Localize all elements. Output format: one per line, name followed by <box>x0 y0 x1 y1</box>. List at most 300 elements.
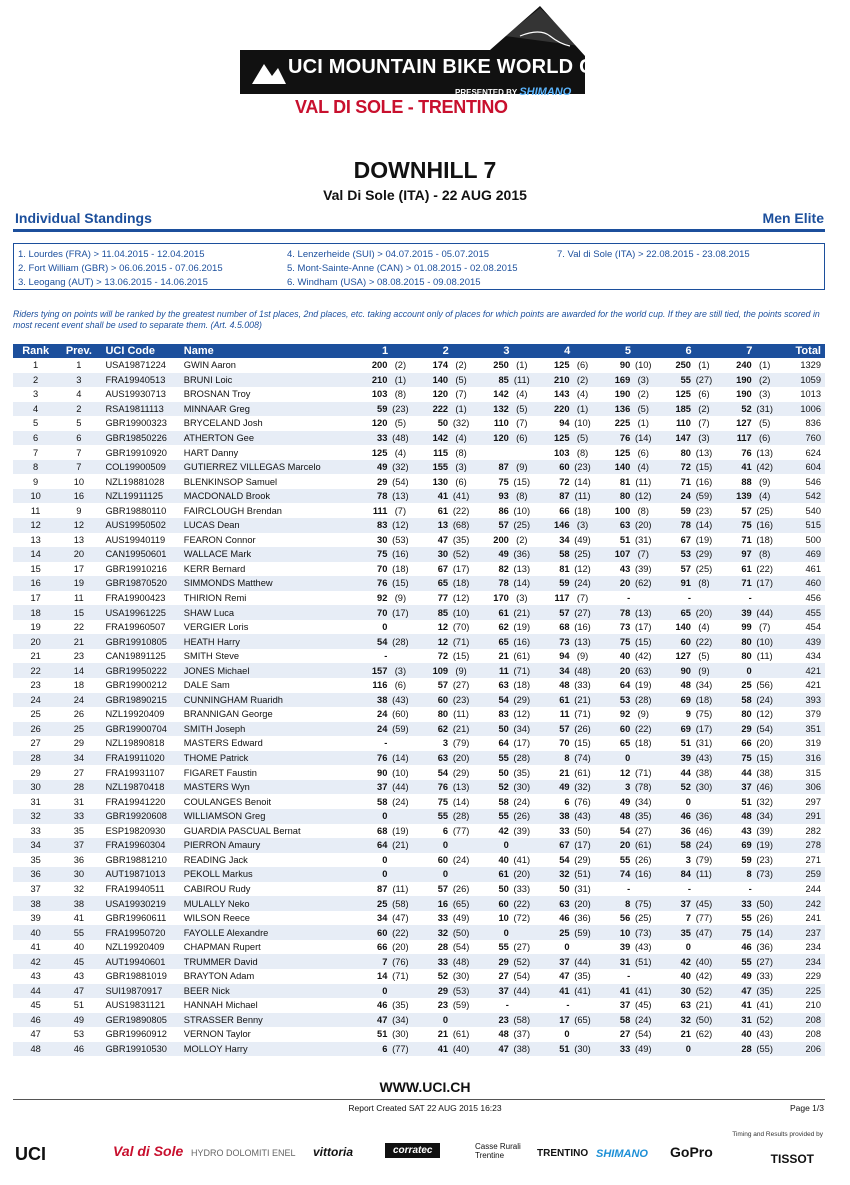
race-points: 44 <box>741 767 752 778</box>
race-3-cell <box>476 678 537 693</box>
race-position: (3) <box>698 433 710 443</box>
rider-name-cell: BLENKINSOP Samuel <box>183 476 278 487</box>
race-5-cell <box>598 707 659 722</box>
race-points: 110 <box>675 418 691 429</box>
race-points: 125 <box>614 447 631 458</box>
round-item: 1. Lourdes (FRA) > 11.04.2015 - 12.04.2015 <box>18 249 205 260</box>
race-3-cell <box>476 474 537 489</box>
rank-cell: 24 <box>13 693 58 708</box>
race-5-cell <box>598 722 659 737</box>
race-points: 49 <box>619 796 631 807</box>
race-position: (50) <box>695 1014 713 1025</box>
total-points-cell: 542 <box>780 489 825 504</box>
race-points: - <box>627 971 631 982</box>
race-points: 73 <box>559 636 570 647</box>
race-points: 190 <box>736 389 752 400</box>
prev-rank-cell: 11 <box>74 593 84 604</box>
race-position: (2) <box>576 374 589 385</box>
race-3-cell <box>476 736 537 751</box>
tissot-logo: TISSOT <box>770 1152 814 1166</box>
race-points: 63 <box>437 753 449 764</box>
race-position: (47) <box>695 927 713 938</box>
race-6-cell <box>658 431 719 446</box>
race-6-cell <box>658 387 719 402</box>
race-points: 33 <box>437 913 449 924</box>
table-row <box>13 402 825 417</box>
rank-cell: 33 <box>30 825 41 836</box>
table-row <box>13 794 825 809</box>
rank-cell: 3 <box>33 389 39 400</box>
uci-code-cell: AUS19930713 <box>105 389 166 400</box>
race-position: (72) <box>513 913 531 924</box>
total-points-cell: 461 <box>805 563 821 574</box>
rider-name-cell: CHAPMAN Rupert <box>183 942 261 953</box>
race-points: 24 <box>377 709 388 720</box>
standings-body <box>13 358 825 1056</box>
race-7-cell <box>719 547 780 562</box>
race-7-cell <box>719 358 780 373</box>
race-4-cell <box>537 518 598 533</box>
total-points-cell: 515 <box>780 518 825 533</box>
total-points-cell: 306 <box>780 780 825 795</box>
rider-name-cell: KERR Bernard <box>183 563 246 574</box>
race-7-cell <box>719 445 780 460</box>
table-row <box>13 867 825 882</box>
race-points: 92 <box>619 709 631 720</box>
race-6-cell <box>658 503 719 518</box>
race-7-cell <box>719 751 780 766</box>
race-points: 6 <box>442 825 449 836</box>
race-points: 127 <box>736 418 752 429</box>
race-points: 55 <box>741 956 752 967</box>
race-points: 76 <box>377 753 388 764</box>
race-position: (39) <box>634 563 652 574</box>
race-points: 13 <box>437 520 449 531</box>
race-1-cell <box>355 998 416 1013</box>
table-row <box>13 838 825 853</box>
race-position: (51) <box>634 956 652 967</box>
prev-rank-cell: 34 <box>58 751 99 766</box>
race-position: (21) <box>695 1000 713 1011</box>
race-2-cell <box>415 896 476 911</box>
race-position: (59) <box>574 927 591 938</box>
race-4-cell <box>537 416 598 431</box>
race-points: 62 <box>437 723 449 734</box>
race-2-cell <box>415 474 476 489</box>
table-row <box>13 358 825 373</box>
race-7-cell <box>719 794 780 809</box>
round-item: 3. Leogang (AUT) > 13.06.2015 - 14.06.2015 <box>18 277 208 288</box>
race-position: (10) <box>452 607 470 618</box>
prev-rank-cell: 22 <box>73 622 85 633</box>
race-position: (49) <box>452 913 470 924</box>
rank-cell: 45 <box>30 1000 41 1011</box>
race-points: 14 <box>377 971 388 982</box>
race-points: 82 <box>498 563 509 574</box>
race-4-cell <box>537 678 598 693</box>
race-5-cell <box>598 562 659 577</box>
race-position: (7) <box>759 622 771 633</box>
rank-cell: 40 <box>13 925 58 940</box>
race-points: 80 <box>741 651 752 662</box>
race-position: (44) <box>756 607 773 618</box>
race-points: 51 <box>619 534 631 545</box>
race-4-cell <box>537 387 598 402</box>
table-row <box>13 503 825 518</box>
race-1-cell <box>355 736 416 751</box>
rank-cell: 19 <box>30 622 41 633</box>
prev-rank-cell: 45 <box>58 954 99 969</box>
race-points: 12 <box>437 636 449 647</box>
race-position: (30) <box>452 971 470 982</box>
uci-code-cell: AUS19831121 <box>105 1000 166 1011</box>
race-position: (13) <box>756 447 773 458</box>
race-points: 71 <box>680 476 691 487</box>
uci-code-cell: USA19871224 <box>105 360 166 371</box>
uci-code-cell: FRA19941220 <box>105 796 166 807</box>
race-position: (17) <box>574 840 591 851</box>
race-7-cell <box>719 533 780 548</box>
standings-heading: Individual Standings <box>15 210 152 226</box>
prev-rank-cell: 28 <box>58 780 99 795</box>
race-points: 60 <box>437 694 449 705</box>
race-4-cell <box>537 925 598 940</box>
race-position <box>448 840 474 850</box>
race-6-cell <box>658 518 719 533</box>
table-row <box>13 634 825 649</box>
race-position: (13) <box>634 607 652 618</box>
total-points-cell: 455 <box>780 605 825 620</box>
heading-divider <box>13 229 825 232</box>
race-7-cell <box>719 984 780 999</box>
race-3-cell <box>476 402 537 417</box>
uci-code-cell: GBR19910530 <box>99 1042 181 1057</box>
table-row <box>13 649 825 664</box>
race-points: 50 <box>498 883 509 894</box>
race-points: 10 <box>498 913 509 924</box>
race-points: 55 <box>680 374 691 385</box>
race-points: 81 <box>559 563 570 574</box>
total-points-cell: 316 <box>780 751 825 766</box>
race-points: 3 <box>685 854 691 865</box>
rank-cell: 28 <box>13 751 58 766</box>
total-points-cell: 460 <box>780 576 825 591</box>
race-position: (20) <box>513 869 531 880</box>
race-position: (44) <box>574 956 591 967</box>
race-3-cell <box>476 518 537 533</box>
uci-code-cell: FRA19960507 <box>105 622 166 633</box>
race-points: 75 <box>741 753 752 764</box>
race-points: 30 <box>377 534 388 545</box>
race-position: (16) <box>756 520 773 531</box>
race-3-cell <box>476 911 537 926</box>
race-4-cell <box>537 547 598 562</box>
race-6-cell <box>658 722 719 737</box>
race-6-cell <box>658 780 719 795</box>
race-position: (52) <box>695 985 713 996</box>
race-position: (20) <box>452 753 470 764</box>
race-position: (71) <box>513 665 531 676</box>
table-header-row <box>13 344 825 358</box>
race-3-cell <box>476 489 537 504</box>
prev-rank-cell: 9 <box>76 505 82 516</box>
race-position <box>509 840 535 850</box>
race-points: 37 <box>619 1000 631 1011</box>
race-5-cell <box>598 954 659 969</box>
race-position: (5) <box>759 418 771 429</box>
rider-name-cell: BROSNAN Troy <box>183 389 251 400</box>
race-position: (18) <box>756 534 773 545</box>
race-7-cell <box>719 765 780 780</box>
race-2-cell <box>415 1042 476 1057</box>
uci-code-cell: AUS19950502 <box>99 518 181 533</box>
race-3-cell <box>476 533 537 548</box>
table-row <box>13 1027 825 1042</box>
race-position: (10) <box>634 360 652 371</box>
race-position: (6) <box>516 433 528 443</box>
race-5-cell <box>598 474 659 489</box>
rank-cell: 35 <box>30 854 41 865</box>
logo-venue: VAL DI SOLE - TRENTINO <box>295 97 508 117</box>
race-points: 0 <box>442 1014 449 1025</box>
race-5-cell <box>598 794 659 809</box>
race-7-cell <box>719 882 780 897</box>
race-position: (36) <box>513 549 531 560</box>
race-7-cell <box>719 387 780 402</box>
race-4-cell <box>537 576 598 591</box>
race-3-cell <box>476 1027 537 1042</box>
uci-code-cell: GER19890805 <box>99 1013 181 1028</box>
total-points-cell: 439 <box>780 634 825 649</box>
uci-code-cell: COL19900509 <box>99 460 181 475</box>
race-position: (36) <box>695 811 713 822</box>
race-points: 147 <box>675 433 691 443</box>
race-points: 48 <box>619 811 631 822</box>
race-position: (18) <box>392 563 409 574</box>
race-position: (12) <box>574 563 591 574</box>
table-row <box>13 954 825 969</box>
prev-rank-cell: 31 <box>73 796 85 807</box>
rider-name-cell: STRASSER Benny <box>182 1013 355 1028</box>
race-points: 84 <box>680 869 691 880</box>
race-position: (35) <box>513 767 531 778</box>
prev-rank-cell: 30 <box>58 867 99 882</box>
race-points: 60 <box>377 927 388 938</box>
uci-code-cell: FRA19900423 <box>105 593 166 604</box>
race-position: (19) <box>634 680 652 691</box>
race-6-cell <box>658 925 719 940</box>
race-points: 99 <box>741 622 752 633</box>
rank-cell: 8 <box>13 460 58 475</box>
table-row <box>13 984 825 999</box>
race-points: 0 <box>564 1029 570 1040</box>
race-position: (43) <box>392 694 409 705</box>
race-4-cell <box>537 693 598 708</box>
race-points: 21 <box>498 651 509 662</box>
event-subtitle: Val Di Sole (ITA) - 22 AUG 2015 <box>323 187 527 203</box>
race-position: (42) <box>756 462 773 473</box>
race-3-cell <box>476 751 537 766</box>
race-points: 109 <box>432 665 449 676</box>
race-position: (47) <box>392 913 409 924</box>
race-2-cell <box>415 547 476 562</box>
uci-code-cell: GBR19900704 <box>99 722 181 737</box>
race-3-cell <box>476 649 537 664</box>
race-5-cell <box>598 445 659 460</box>
table-row <box>13 751 825 766</box>
race-3-cell <box>476 809 537 824</box>
prev-rank-cell: 33 <box>58 809 99 824</box>
race-points: 71 <box>741 578 752 589</box>
race-points: 41 <box>437 491 449 502</box>
race-7-cell <box>719 736 780 751</box>
total-points-cell: 421 <box>780 663 825 678</box>
race-4-cell <box>537 896 598 911</box>
race-points: 55 <box>498 942 509 953</box>
race-position: (34) <box>392 1014 409 1025</box>
race-points: 117 <box>554 593 570 604</box>
total-points-cell: 234 <box>780 954 825 969</box>
race-3-cell <box>476 503 537 518</box>
race-points: 125 <box>554 433 570 443</box>
race-points: 92 <box>377 593 388 604</box>
prev-rank-cell: 18 <box>73 680 85 691</box>
race-points: 64 <box>377 840 388 851</box>
race-7-cell <box>719 591 780 606</box>
race-position: (19) <box>756 840 773 851</box>
rider-name-cell: MULALLY Neko <box>182 896 355 911</box>
sponsor-corratec-logo: corratec <box>385 1143 440 1158</box>
total-points-cell: 421 <box>805 680 821 691</box>
race-position <box>387 622 413 632</box>
website-link[interactable]: WWW.UCI.CH <box>379 1079 471 1095</box>
race-points: 30 <box>680 985 691 996</box>
race-1-cell <box>355 940 416 955</box>
race-position: (13) <box>452 782 470 793</box>
race-position: (32) <box>452 418 470 429</box>
race-position <box>752 593 778 603</box>
race-position: (12) <box>513 709 531 720</box>
race-6-cell <box>658 736 719 751</box>
race-points: 0 <box>685 942 691 953</box>
race-position: (20) <box>695 607 713 618</box>
race-7-cell <box>719 707 780 722</box>
race-5-cell <box>598 809 659 824</box>
race-points: 27 <box>498 971 509 982</box>
race-position: (9) <box>759 476 771 487</box>
race-points: 120 <box>432 389 449 400</box>
rider-name-cell: BRANNIGAN George <box>183 709 273 720</box>
rank-cell: 36 <box>13 867 58 882</box>
uci-code-cell: FRA19950720 <box>99 925 181 940</box>
rider-name-cell: SIMMONDS Matthew <box>182 576 355 591</box>
race-6-cell <box>658 591 719 606</box>
race-points: 63 <box>680 1000 691 1011</box>
race-position: (1) <box>516 360 528 371</box>
race-points: 24 <box>680 491 691 502</box>
race-3-cell <box>476 358 537 373</box>
race-points: 8 <box>746 869 752 880</box>
race-points: 29 <box>498 956 509 967</box>
race-3-cell <box>476 707 537 722</box>
race-position: (35) <box>634 811 652 822</box>
race-points: 50 <box>437 418 449 429</box>
race-3-cell <box>476 1013 537 1028</box>
race-position: (18) <box>452 578 470 589</box>
race-position: (41) <box>452 491 470 502</box>
race-position: (73) <box>634 927 652 938</box>
race-1-cell <box>355 1027 416 1042</box>
race-points: 3 <box>625 782 631 793</box>
rider-name-cell: SMITH Steve <box>183 651 240 662</box>
race-points: 46 <box>741 942 752 953</box>
race-position: (9) <box>698 665 710 676</box>
race-points: 39 <box>680 753 691 764</box>
race-position: (77) <box>452 825 470 836</box>
total-points-cell: 282 <box>805 825 821 836</box>
race-position: (19) <box>695 534 713 545</box>
race-position: (30) <box>513 782 531 793</box>
race-5-cell <box>598 460 659 475</box>
race-position: (24) <box>756 694 773 705</box>
race-position: (48) <box>392 433 409 443</box>
race-points: 48 <box>680 680 691 691</box>
race-position: (15) <box>574 738 591 749</box>
uci-code-cell: GBR19960912 <box>105 1029 167 1040</box>
race-1-cell <box>355 620 416 635</box>
race-points: 0 <box>442 869 449 880</box>
rider-name-cell: SHAW Luca <box>182 605 355 620</box>
race-7-cell <box>719 605 780 620</box>
race-points: - <box>748 593 752 604</box>
race-position: (18) <box>695 694 713 705</box>
race-7-cell <box>719 460 780 475</box>
race-2-cell <box>415 751 476 766</box>
race-points: 29 <box>437 985 449 996</box>
race-4-cell <box>537 867 598 882</box>
race-points: 55 <box>498 811 509 822</box>
rider-name-cell: BRYCELAND Josh <box>183 418 263 429</box>
col-total: Total <box>780 344 825 358</box>
race-points: 59 <box>559 578 570 589</box>
total-points-cell: 208 <box>780 1013 825 1028</box>
race-5-cell <box>598 765 659 780</box>
race-points: 41 <box>619 985 631 996</box>
race-position: (45) <box>695 898 713 909</box>
race-position: (31) <box>695 738 713 749</box>
col-uci-code: UCI Code <box>99 344 181 358</box>
race-4-cell <box>537 649 598 664</box>
race-points: 44 <box>680 767 691 778</box>
race-points: 37 <box>741 782 752 793</box>
race-points: 80 <box>741 709 752 720</box>
race-1-cell <box>355 445 416 460</box>
rider-name-cell: GUARDIA PASCUAL Bernat <box>183 825 301 836</box>
race-position <box>691 942 717 952</box>
race-position: (76) <box>574 796 591 807</box>
rank-cell: 9 <box>33 476 39 487</box>
race-position: (50) <box>574 825 591 836</box>
race-points: 132 <box>493 403 509 414</box>
race-position: (14) <box>756 927 773 938</box>
race-points: 37 <box>498 985 509 996</box>
prev-rank-cell: 55 <box>58 925 99 940</box>
race-3-cell <box>476 853 537 868</box>
race-position: (25) <box>756 505 773 516</box>
race-position <box>570 942 596 952</box>
race-points: 136 <box>614 403 631 414</box>
race-points: 60 <box>680 636 691 647</box>
